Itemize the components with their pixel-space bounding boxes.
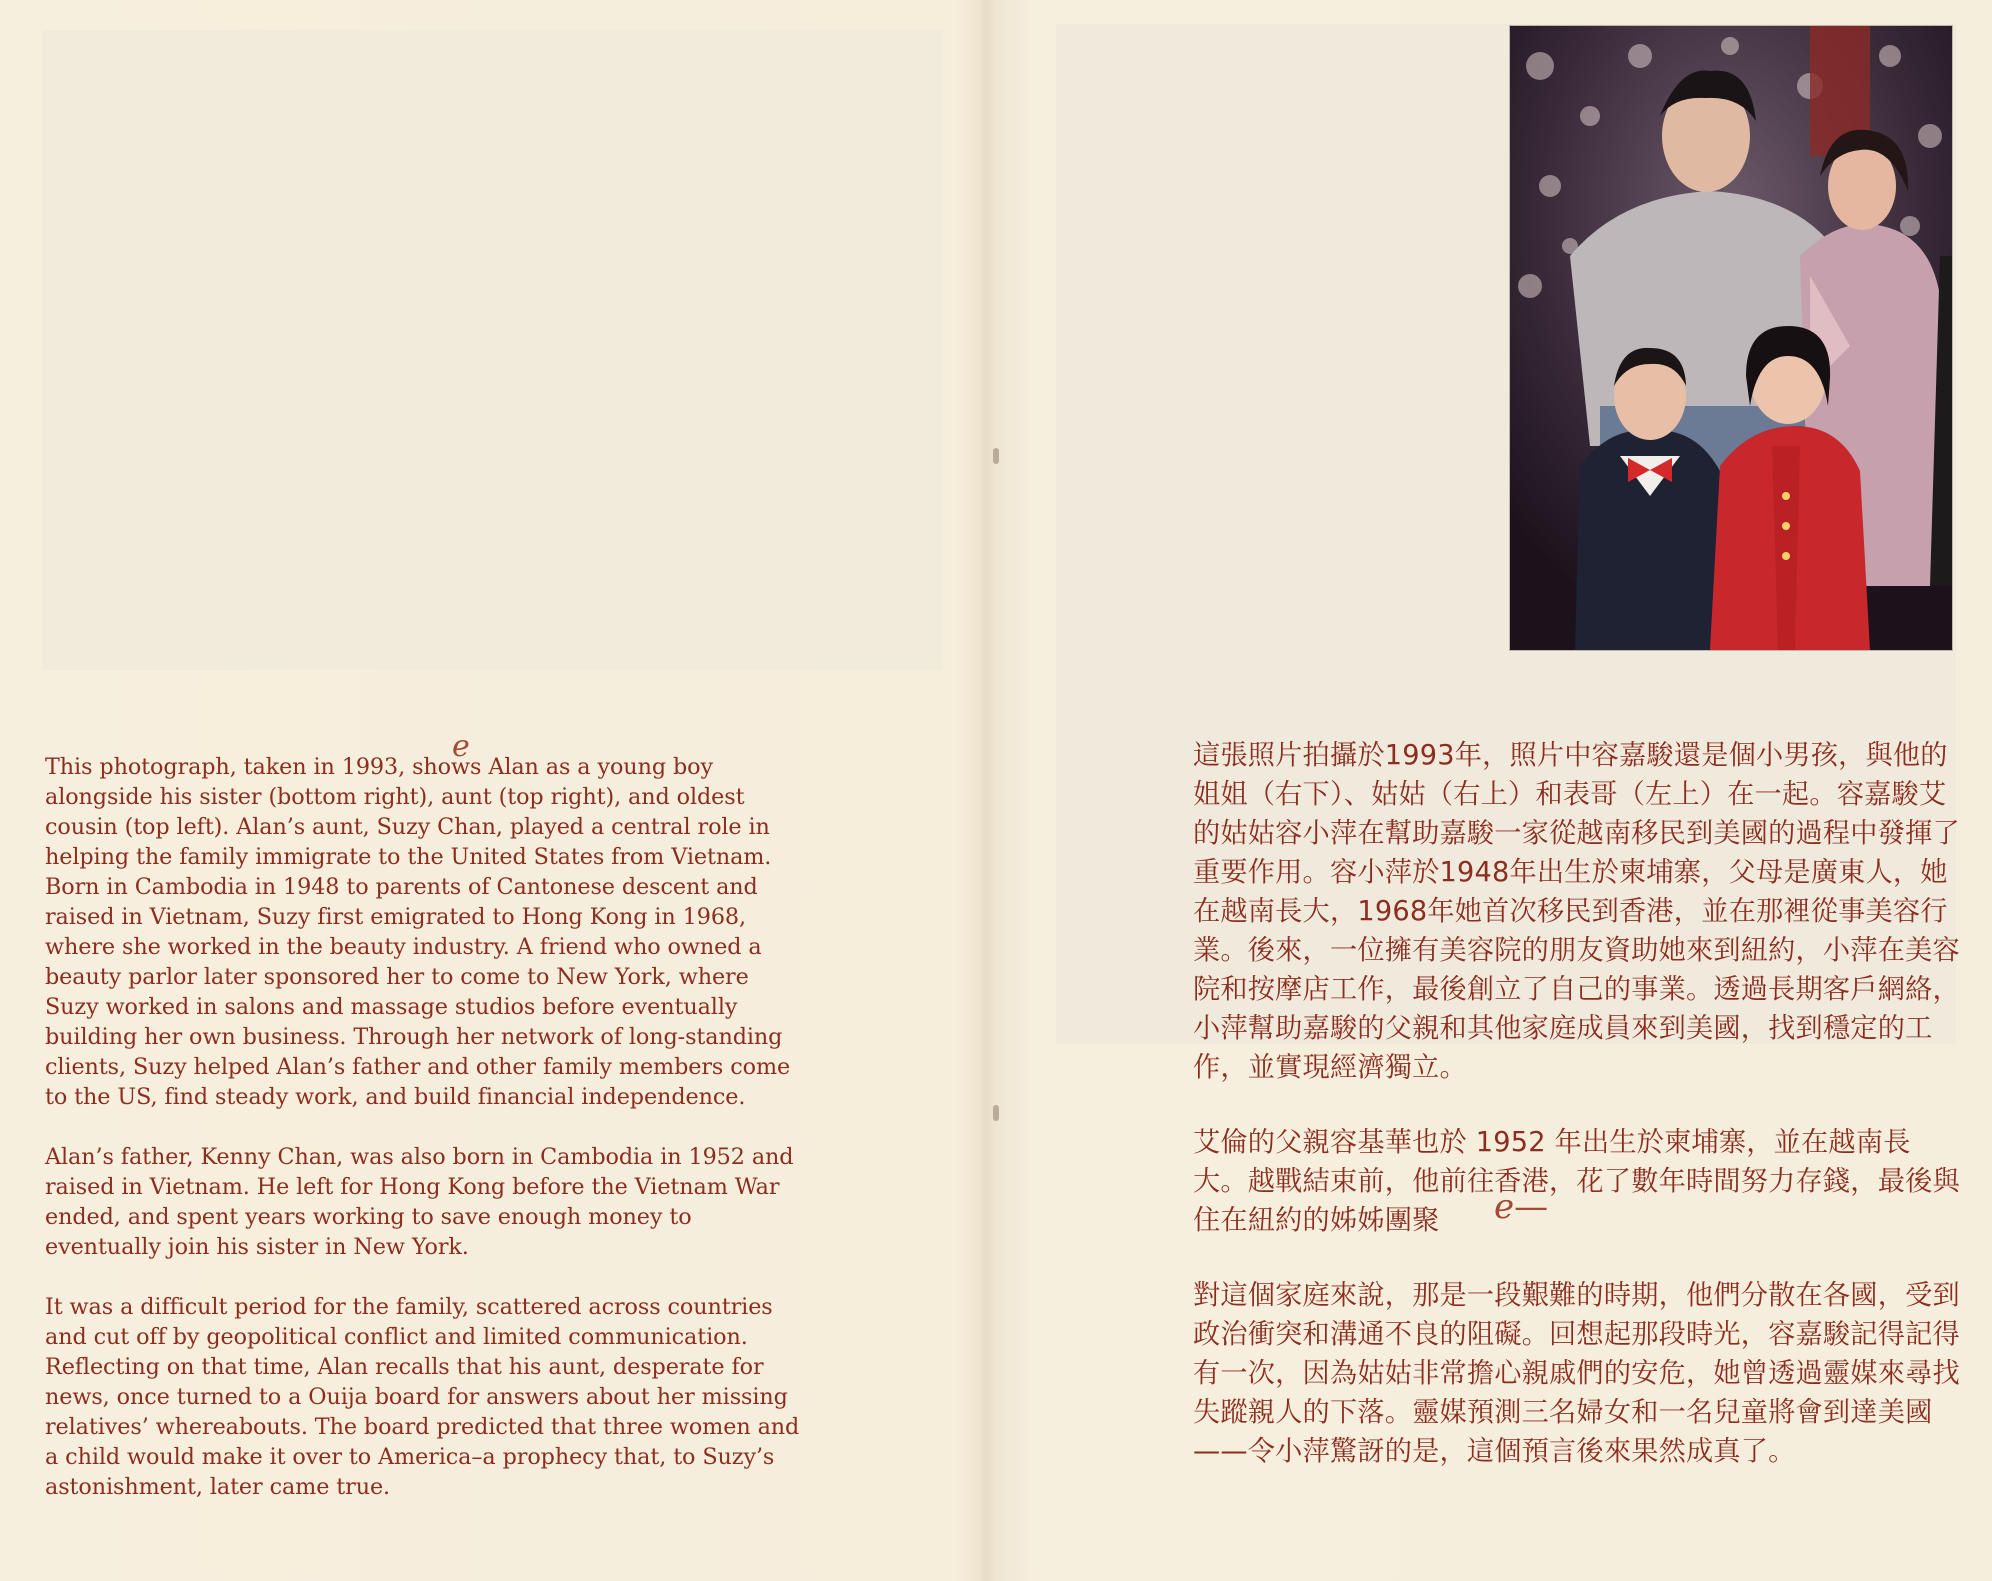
left-page (0, 0, 990, 1581)
right-page (998, 0, 1992, 1581)
flourish-ornament-icon: ℯ— (1494, 1187, 1549, 1227)
family-photo (1510, 26, 1952, 650)
english-text (45, 752, 805, 1532)
left-tint-panel (42, 30, 942, 670)
english-paragraph-2: Alan’s father, Kenny Chan, was also born in Cambodia in 1952 and raised in Vietnam. He left for Hong Kong before the Vietnam War ended, and spent years working to save enough money to eventually join his sister in New York. (45, 1144, 794, 1260)
english-paragraph-3: It was a difficult period for the family, scattered across countries and cut off by geopolitical conflict and limited communication. Reflecting on that time, Alan recalls that his aunt, desperate for news, once turned to a Ouija board for answers about her missing relatives’ whereabouts. The board predicted that three women and a child would make it over to America–a prophecy that, to Suzy’s astonishment, later came true. (45, 1294, 800, 1500)
flourish-ornament-icon: ℯ (452, 729, 470, 764)
chinese-paragraph-3: 對這個家庭來說，那是一段艱難的時期，他們分散在各國，受到政治衝突和溝通不良的阻礙。回想起那段時光，容嘉駿記得記得有一次，因為姑姑非常擔心親戚們的安危，她曾透過靈媒來尋找失蹤親人的下落。靈媒預測三名婦女和一名兒童將會到達美國——令小萍驚訝的是，這個預言後來果然成真了。 (1193, 1280, 1960, 1467)
english-paragraph-1: This photograph, taken in 1993, shows Alan as a young boy alongside his sister (bottom right), aunt (top right), and oldest cousin (top left). Alan’s aunt, Suzy Chan, played a central role in helping the family immigrate to the United States from Vietnam. Born in Cambodia in 1948 to parents of Cantonese descent and raised in Vietnam, Suzy first emigrated to Hong Kong in 1968, where she worked in the beauty industry. A friend who owned a beauty parlor later sponsored her to come to New York, where Suzy worked in salons and massage studios before eventually building her own business. Through her network of long-standing clients, Suzy helped Alan’s father and other family members come to the US, find steady work, and build financial independence. (45, 754, 791, 1110)
chinese-paragraph-2: 艾倫的父親容基華也於 1952 年出生於柬埔寨，並在越南長大。越戰結束前，他前往香港，花了數年時間努力存錢，最後與住在紐約的姊姊團聚 (1193, 1127, 1960, 1236)
family-photo-illustration-icon (1510, 26, 1952, 650)
chinese-text (1193, 736, 1963, 1507)
chinese-paragraph-1: 這張照片拍攝於1993年，照片中容嘉駿還是個小男孩，與他的姐姐（右下）、姑姑（右上）和表哥（左上）在一起。容嘉駿艾的姑姑容小萍在幫助嘉駿一家從越南移民到美國的過程中發揮了重要作用。容小萍於1948年出生於柬埔寨，父母是廣東人，她在越南長大，1968年她首次移民到香港，並在那裡從事美容行業。後來，一位擁有美容院的朋友資助她來到紐約，小萍在美容院和按摩店工作，最後創立了自己的事業。透過長期客戶網絡，小萍幫助嘉駿的父親和其他家庭成員來到美國，找到穩定的工作，並實現經濟獨立。 (1193, 740, 1960, 1083)
